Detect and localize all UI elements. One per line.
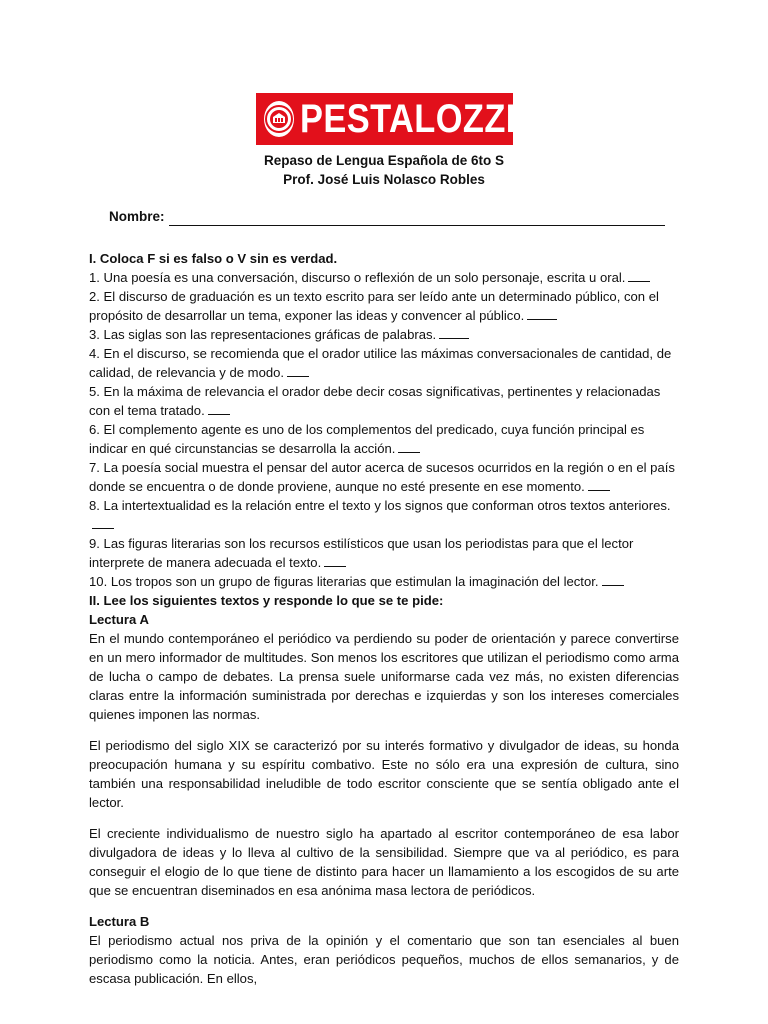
answer-blank[interactable] [92,516,114,529]
lectura-a-paragraph-2: El periodismo del siglo XIX se caracterizó por su interés formativo y divulgador de ideas, su honda preocupación humana y su espíritu combativo. Este no sólo era una expresión de cultura, sino también una responsabilidad ineludible de todo escritor consciente que se sentía obligado ante el lector. [89,738,679,810]
teacher-name: Prof. José Luis Nolasco Robles [283,172,485,187]
lectura-a-title: Lectura A [89,612,149,627]
document-subtitle: Repaso de Lengua Española de 6to S [263,153,505,168]
section-1-title: I. Coloca F si es falso o V sin es verdad. [89,251,338,266]
answer-blank[interactable] [602,573,624,586]
logo-text: PESTALOZZI [300,97,516,141]
answer-blank[interactable] [588,478,610,491]
answer-blank[interactable] [439,326,469,339]
school-logo [256,93,516,145]
question-6: 6. El complemento agente es uno de los complementos del predicado, cuya función principal es indicar en qué circunstancias se desarrolla la acción. [89,422,645,456]
crest-icon [264,101,294,137]
lectura-a-paragraph-3: El creciente individualismo de nuestro siglo ha apartado al escritor contemporáneo de esa labor divulgadora de ideas y lo lleva al cultivo de la sensibilidad. Siempre que va al periódico, es para conseguir el elogio de lo que tiene de distinto para hacer un llamamiento a los escogidos de su arte que se encuentran diseminados en esa anónima masa lectora de periódicos. [89,826,679,898]
answer-blank[interactable] [287,364,309,377]
answer-blank[interactable] [208,402,230,415]
question-9: 9. Las figuras literarias son los recursos estilísticos que usan los periodistas para que el lector interprete de manera adecuada el texto. [89,536,634,570]
answer-blank[interactable] [398,440,420,453]
lectura-a-paragraph-1: En el mundo contemporáneo el periódico va perdiendo su poder de orientación y parece convertirse en un mero informador de multitudes. Son menos los escritores que utilizan el periodismo como arma de lucha o campo de debates. La prensa suele uniformarse cada vez más, no existen diferencias claras entre la información suministrada por derechas e izquierdas y son los intereses comerciales quienes imponen las normas. [89,631,679,722]
name-field[interactable] [169,211,665,226]
document-body [89,249,679,988]
answer-blank[interactable] [628,269,650,282]
section-2-title: II. Lee los siguientes textos y responde lo que se te pide: [89,593,444,608]
name-row [109,208,665,226]
question-1: 1. Una poesía es una conversación, discurso o reflexión de un solo personaje, escrita u oral. [89,268,679,287]
lectura-b-title: Lectura B [89,914,150,929]
name-label: Nombre: [109,209,165,224]
question-5: 5. En la máxima de relevancia el orador debe decir cosas significativas, pertinentes y relacionadas con el tema tratado. [89,384,661,418]
question-8: 8. La intertextualidad es la relación entre el texto y los signos que conforman otros textos anteriores. [89,496,679,534]
lectura-b-paragraph-1: El periodismo actual nos priva de la opinión y el comentario que son tan esenciales al buen periodismo como la noticia. Antes, eran periódicos pequeños, muchos de ellos semanarios, y de escasa publicación. En ellos, [89,933,679,986]
question-2: 2. El discurso de graduación es un texto escrito para ser leído ante un determinado público, con el propósito de desarrollar un tema, exponer las ideas y convencer al público. [89,289,659,323]
answer-blank[interactable] [527,307,557,320]
question-10: 10. Los tropos son un grupo de figuras literarias que estimulan la imaginación del lector. [89,572,679,591]
answer-blank[interactable] [324,554,346,567]
question-4: 4. En el discurso, se recomienda que el orador utilice las máximas conversacionales de cantidad, de calidad, de relevancia y de modo. [89,346,672,380]
question-7: 7. La poesía social muestra el pensar del autor acerca de sucesos ocurridos en la región o en el país donde se encuentra o de donde proviene, aunque no esté presente en ese momento. [89,460,675,494]
question-3: 3. Las siglas son las representaciones gráficas de palabras. [89,325,679,344]
